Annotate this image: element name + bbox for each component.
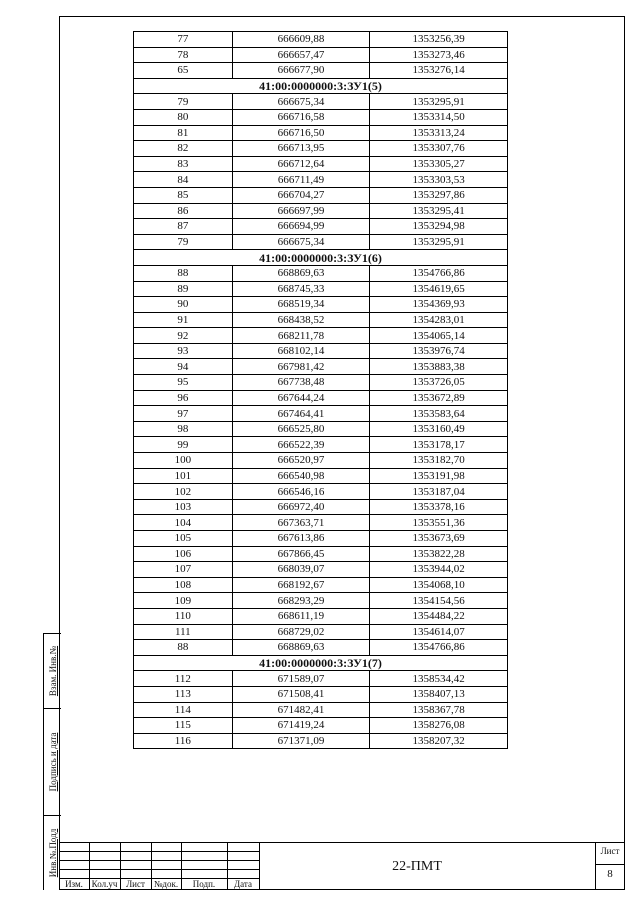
point-number: 104 — [134, 515, 233, 531]
group-header-row — [134, 78, 508, 94]
title-block — [59, 842, 625, 890]
point-number: 115 — [134, 718, 233, 734]
coord-x: 666520,97 — [232, 453, 370, 469]
coord-y: 1358534,42 — [370, 671, 508, 687]
table-row — [134, 406, 508, 422]
coord-x: 671508,41 — [232, 686, 370, 702]
coord-x: 668869,63 — [232, 640, 370, 656]
point-number: 79 — [134, 234, 233, 250]
coord-y: 1358367,78 — [370, 702, 508, 718]
coord-x: 666675,34 — [232, 94, 370, 110]
title-block-hline — [595, 864, 625, 865]
coord-y: 1353178,17 — [370, 437, 508, 453]
coord-y: 1354068,10 — [370, 577, 508, 593]
coord-y: 1354619,65 — [370, 281, 508, 297]
table-row — [134, 312, 508, 328]
point-number: 110 — [134, 608, 233, 624]
coord-x: 666540,98 — [232, 468, 370, 484]
point-number: 100 — [134, 453, 233, 469]
point-number: 79 — [134, 94, 233, 110]
point-number: 111 — [134, 624, 233, 640]
coord-x: 667866,45 — [232, 546, 370, 562]
point-number: 101 — [134, 468, 233, 484]
point-number: 90 — [134, 297, 233, 313]
table-row — [134, 468, 508, 484]
table-row — [134, 421, 508, 437]
coord-y: 1353294,98 — [370, 219, 508, 235]
table-row — [134, 203, 508, 219]
coord-y: 1354766,86 — [370, 640, 508, 656]
coord-y: 1353273,46 — [370, 47, 508, 63]
point-number: 108 — [134, 577, 233, 593]
coord-x: 666711,49 — [232, 172, 370, 188]
coord-x: 666657,47 — [232, 47, 370, 63]
coord-x: 666712,64 — [232, 156, 370, 172]
table-row — [134, 437, 508, 453]
table-row — [134, 141, 508, 157]
table-row — [134, 265, 508, 281]
point-number: 78 — [134, 47, 233, 63]
point-number: 95 — [134, 375, 233, 391]
coord-y: 1354154,56 — [370, 593, 508, 609]
stamp-cell-signature — [44, 708, 61, 815]
point-number: 91 — [134, 312, 233, 328]
coord-y: 1353583,64 — [370, 406, 508, 422]
coord-y: 1353307,76 — [370, 141, 508, 157]
coord-x: 667981,42 — [232, 359, 370, 375]
stamp-label-inventory: Инв.№.Подл — [47, 828, 58, 878]
coord-y: 1353295,41 — [370, 203, 508, 219]
coord-y: 1353303,53 — [370, 172, 508, 188]
coord-x: 668039,07 — [232, 562, 370, 578]
coord-y: 1353313,24 — [370, 125, 508, 141]
coord-y: 1353673,69 — [370, 531, 508, 547]
coordinates-table — [133, 31, 508, 749]
group-header-row — [134, 250, 508, 266]
coord-x: 667363,71 — [232, 515, 370, 531]
coord-x: 666716,58 — [232, 109, 370, 125]
table-row — [134, 125, 508, 141]
side-stamp — [43, 633, 60, 890]
coord-y: 1353187,04 — [370, 484, 508, 500]
table-row — [134, 531, 508, 547]
table-row — [134, 297, 508, 313]
stamp-cell-replacement — [44, 633, 61, 708]
point-number: 81 — [134, 125, 233, 141]
coord-x: 668192,67 — [232, 577, 370, 593]
point-number: 80 — [134, 109, 233, 125]
coord-x: 666972,40 — [232, 499, 370, 515]
coord-x: 666704,27 — [232, 187, 370, 203]
label-date: Дата — [234, 879, 252, 889]
table-row — [134, 515, 508, 531]
table-row — [134, 63, 508, 79]
coord-x: 666675,34 — [232, 234, 370, 250]
coord-y: 1353314,50 — [370, 109, 508, 125]
coord-y: 1353191,98 — [370, 468, 508, 484]
table-row — [134, 733, 508, 749]
label-sheet: Лист — [126, 879, 145, 889]
point-number: 106 — [134, 546, 233, 562]
coord-x: 667613,86 — [232, 531, 370, 547]
coord-x: 668729,02 — [232, 624, 370, 640]
table-row — [134, 671, 508, 687]
table-row — [134, 686, 508, 702]
sheet-number: 8 — [607, 868, 613, 880]
point-number: 65 — [134, 63, 233, 79]
table-row — [134, 624, 508, 640]
coord-y: 1353378,16 — [370, 499, 508, 515]
point-number: 92 — [134, 328, 233, 344]
coord-y: 1353672,89 — [370, 390, 508, 406]
coord-y: 1354283,01 — [370, 312, 508, 328]
table-row — [134, 32, 508, 48]
label-doc-no: №док. — [153, 879, 179, 889]
stamp-label-signature: Подпись и дата — [47, 732, 58, 792]
coord-x: 668438,52 — [232, 312, 370, 328]
table-row — [134, 546, 508, 562]
table-row — [134, 484, 508, 500]
coord-x: 666716,50 — [232, 125, 370, 141]
coord-y: 1353295,91 — [370, 234, 508, 250]
point-number: 99 — [134, 437, 233, 453]
table-row — [134, 593, 508, 609]
coord-x: 671482,41 — [232, 702, 370, 718]
coord-y: 1353256,39 — [370, 32, 508, 48]
point-number: 103 — [134, 499, 233, 515]
point-number: 88 — [134, 640, 233, 656]
document-code: 22-ПМТ — [392, 859, 442, 874]
coord-x: 666697,99 — [232, 203, 370, 219]
coord-y: 1354484,22 — [370, 608, 508, 624]
table-row — [134, 328, 508, 344]
coord-x: 666525,80 — [232, 421, 370, 437]
point-number: 85 — [134, 187, 233, 203]
group-title: 41:00:0000000:3:ЗУ1(7) — [134, 655, 508, 671]
coord-x: 668611,19 — [232, 608, 370, 624]
label-count: Кол.уч — [91, 879, 118, 889]
coord-y: 1353276,14 — [370, 63, 508, 79]
sheet-label: Лист — [600, 846, 620, 856]
point-number: 102 — [134, 484, 233, 500]
table-row — [134, 47, 508, 63]
coord-x: 667464,41 — [232, 406, 370, 422]
point-number: 84 — [134, 172, 233, 188]
table-row — [134, 94, 508, 110]
coord-x: 666713,95 — [232, 141, 370, 157]
point-number: 98 — [134, 421, 233, 437]
coord-x: 666546,16 — [232, 484, 370, 500]
group-title: 41:00:0000000:3:ЗУ1(5) — [134, 78, 508, 94]
coord-y: 1358207,32 — [370, 733, 508, 749]
table-row — [134, 343, 508, 359]
coord-x: 668102,14 — [232, 343, 370, 359]
coord-x: 667644,24 — [232, 390, 370, 406]
coord-y: 1353976,74 — [370, 343, 508, 359]
table-row — [134, 156, 508, 172]
coord-y: 1353551,36 — [370, 515, 508, 531]
table-row — [134, 187, 508, 203]
point-number: 113 — [134, 686, 233, 702]
coord-x: 666677,90 — [232, 63, 370, 79]
coord-x: 668869,63 — [232, 265, 370, 281]
coordinates-table-body — [134, 32, 508, 749]
table-row — [134, 640, 508, 656]
point-number: 109 — [134, 593, 233, 609]
point-number: 97 — [134, 406, 233, 422]
label-change: Изм. — [65, 879, 83, 889]
point-number: 96 — [134, 390, 233, 406]
coord-y: 1353305,27 — [370, 156, 508, 172]
point-number: 88 — [134, 265, 233, 281]
coord-x: 667738,48 — [232, 375, 370, 391]
coord-y: 1358407,13 — [370, 686, 508, 702]
point-number: 94 — [134, 359, 233, 375]
coord-y: 1353295,91 — [370, 94, 508, 110]
coord-x: 666694,99 — [232, 219, 370, 235]
coord-y: 1353182,70 — [370, 453, 508, 469]
coord-y: 1353944,02 — [370, 562, 508, 578]
point-number: 82 — [134, 141, 233, 157]
table-row — [134, 219, 508, 235]
point-number: 77 — [134, 32, 233, 48]
table-row — [134, 608, 508, 624]
point-number: 93 — [134, 343, 233, 359]
point-number: 87 — [134, 219, 233, 235]
coord-x: 671371,09 — [232, 733, 370, 749]
table-row — [134, 453, 508, 469]
coord-y: 1354369,93 — [370, 297, 508, 313]
coord-y: 1353160,49 — [370, 421, 508, 437]
coord-x: 671589,07 — [232, 671, 370, 687]
table-row — [134, 499, 508, 515]
point-number: 86 — [134, 203, 233, 219]
table-row — [134, 172, 508, 188]
point-number: 107 — [134, 562, 233, 578]
coord-x: 668293,29 — [232, 593, 370, 609]
coord-y: 1353883,38 — [370, 359, 508, 375]
coord-x: 668211,78 — [232, 328, 370, 344]
coord-y: 1354065,14 — [370, 328, 508, 344]
table-row — [134, 562, 508, 578]
coord-x: 666609,88 — [232, 32, 370, 48]
table-row — [134, 390, 508, 406]
coord-x: 671419,24 — [232, 718, 370, 734]
group-header-row — [134, 655, 508, 671]
label-signature: Подп. — [192, 879, 216, 889]
point-number: 105 — [134, 531, 233, 547]
coord-y: 1353726,05 — [370, 375, 508, 391]
point-number: 89 — [134, 281, 233, 297]
coord-x: 666522,39 — [232, 437, 370, 453]
coord-y: 1354614,07 — [370, 624, 508, 640]
stamp-label-replacement: Взам. Инв.№ — [47, 645, 58, 697]
coord-y: 1354766,86 — [370, 265, 508, 281]
table-row — [134, 577, 508, 593]
table-row — [134, 109, 508, 125]
group-title: 41:00:0000000:3:ЗУ1(6) — [134, 250, 508, 266]
table-row — [134, 702, 508, 718]
coord-y: 1358276,08 — [370, 718, 508, 734]
table-row — [134, 718, 508, 734]
coord-x: 668745,33 — [232, 281, 370, 297]
table-row — [134, 281, 508, 297]
coord-y: 1353822,28 — [370, 546, 508, 562]
point-number: 114 — [134, 702, 233, 718]
coord-y: 1353297,86 — [370, 187, 508, 203]
coord-x: 668519,34 — [232, 297, 370, 313]
table-row — [134, 234, 508, 250]
point-number: 83 — [134, 156, 233, 172]
table-row — [134, 375, 508, 391]
point-number: 112 — [134, 671, 233, 687]
point-number: 116 — [134, 733, 233, 749]
table-row — [134, 359, 508, 375]
